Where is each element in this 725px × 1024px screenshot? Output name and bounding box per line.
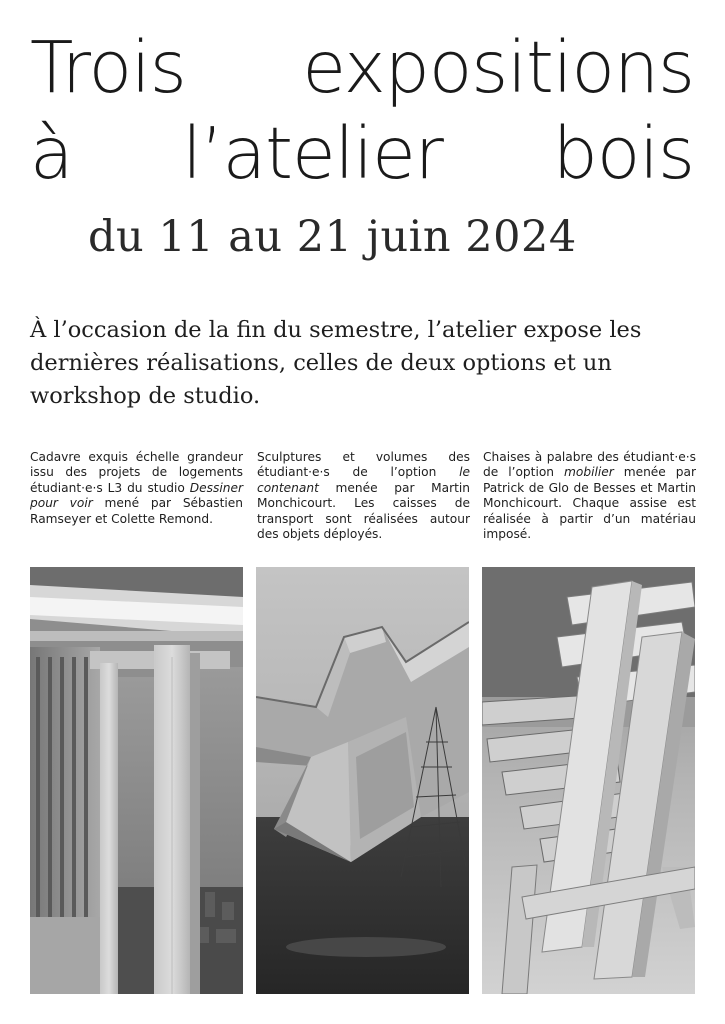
exhibition-description-3 xyxy=(483,450,696,542)
exhibition-description-1 xyxy=(30,450,243,527)
photo-wood-structure-city-view xyxy=(30,567,243,994)
description-text: Sculptures et volumes des étudiant·e·s de l’option xyxy=(257,450,470,480)
photo-plywood-sculpture xyxy=(256,567,469,994)
exhibition-dates: du 11 au 21 juin 2024 xyxy=(88,212,577,262)
description-text: mené par Sébastien Ramseyer et Colette Remond. xyxy=(30,496,243,526)
exhibition-description-2 xyxy=(257,450,470,542)
description-text: Cadavre exquis échelle grandeur issu des projets de logements étudiant·e·s L3 du studio xyxy=(30,450,243,495)
option-name: le contenant xyxy=(257,465,470,495)
title-line-1: Trois expositions xyxy=(30,26,694,109)
studio-name: Dessiner pour voir xyxy=(30,480,243,511)
title-line-2: à l’atelier bois xyxy=(30,112,694,195)
description-text: menée par Patrick de Glo de Besses et Martin Monchicourt. Chaque assise est réalisée à partir d’un matériau imposé. xyxy=(483,465,696,542)
photo-wooden-chair xyxy=(482,567,695,994)
option-name: mobilier xyxy=(564,465,614,480)
description-text: Chaises à palabre des étudiant·e·s de l’option xyxy=(483,450,696,480)
description-text: menée par Martin Monchicourt. Les caisses de transport sont réalisées autour des objets déployés. xyxy=(257,480,470,542)
intro-paragraph: À l’occasion de la fin du semestre, l’atelier expose les dernières réalisations, celles de deux options et un workshop de studio. xyxy=(30,317,642,409)
